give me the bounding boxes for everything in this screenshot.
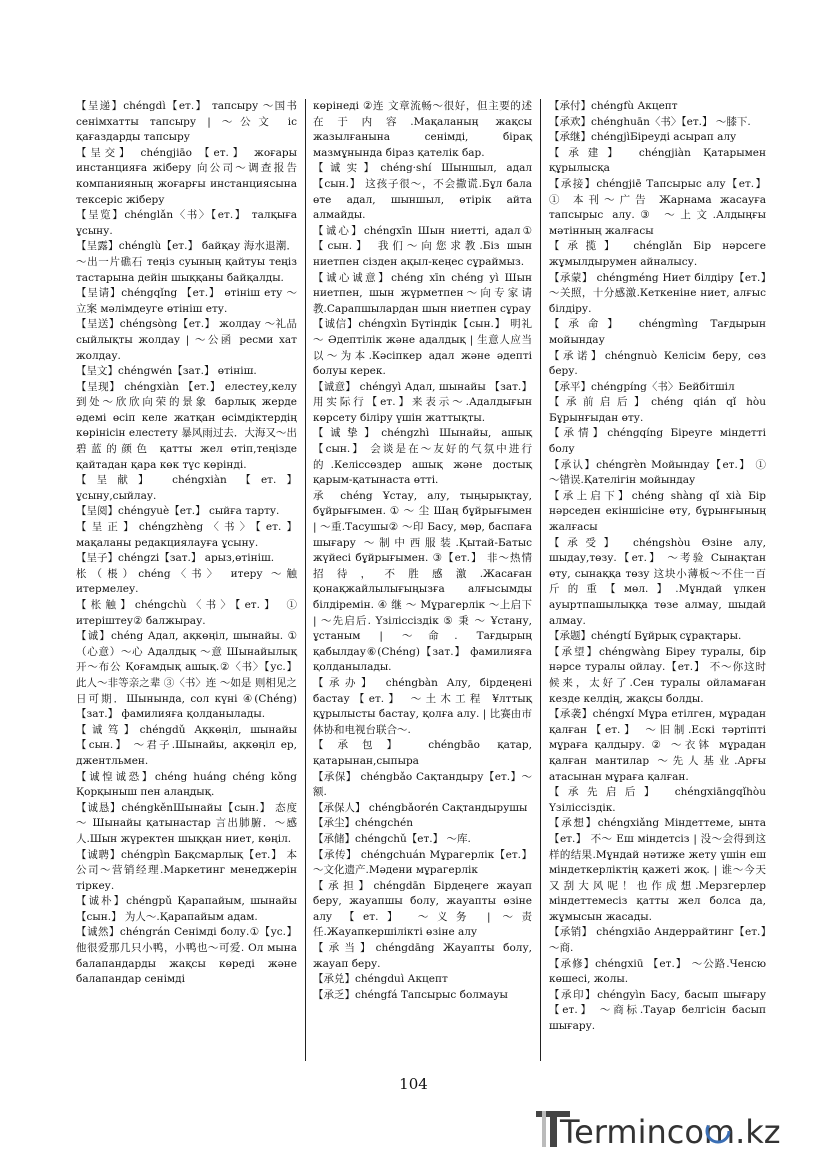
dictionary-entry: 【承情】chéngqíng Біреуге міндетті болу bbox=[549, 427, 766, 456]
dictionary-entry: 【呈阅】chéngyuè【ет.】 сыйға тарту. bbox=[76, 505, 280, 518]
dictionary-column-2 bbox=[313, 99, 532, 1003]
dictionary-entry: 【呈现】 chéngxiàn 【ет.】 елестеу,келу 到处～欣欣向荣的景象 барлық жерде әдемі өсіп келе жатқан өсімдіктердің көрінісін елестету 暴风雨过去．大海又～出碧蓝的颜色 қатты жел өтіп,теңізде қайтадан қара көк түс көрінді. bbox=[76, 380, 297, 471]
dictionary-entry: 【承兑】chéngduì Акцепт bbox=[313, 973, 448, 986]
dictionary-entry: 【诚意】 chéngyì Адал, шынайы 【зат.】 用实际行【ет.】来表示～.Адалдығын көрсету біліру үшін жаттықты. bbox=[313, 380, 532, 424]
dictionary-entry: 【呈送】chéngsòng【ет.】 жолдау ～礼品 сыйлықты жолдау | ～公函 ресми хат жолдау. bbox=[76, 318, 297, 362]
dictionary-entry: 【呈文】chéngwén【зат.】 өтініш. bbox=[76, 365, 257, 378]
dictionary-entry: 【承储】chéngchǔ【ет.】 ～库. bbox=[313, 832, 471, 845]
dictionary-entry: 【承印】chéngyìn Басу, басып шығару【ет.】 ～商标.Тауар белгісін басып шығару. bbox=[549, 988, 766, 1033]
dictionary-entry: 【呈交】 chéngjiāo 【ет.】 жоғары инстанцияға жіберу 向公司～调查报告 компанияның жоғарғы инстанциясына тексеріс жіберу bbox=[76, 146, 297, 206]
dictionary-entry: 【承乏】chéngfá Тапсырыс болмауы bbox=[313, 988, 508, 1001]
dictionary-entry: 【承接】chéngjiē Тапсырыс алу【ет.】 ① 本刊～广告 Жарнама жасауға тапсырыс алу.③ ～上文.Алдыңғы мәтінның жалғасы bbox=[549, 177, 766, 237]
dictionary-entry: 【诚然】chéngrán Сенімді болу.①【ус.】 他很爱那几只小鸭，小鸭也～可爱. Ол мына балапандарды жақсы көреді және балапандар сенімді bbox=[76, 926, 297, 986]
page-number: 104 bbox=[399, 1075, 428, 1093]
dictionary-entry: 承 chéng Ұстау, алу, тыңырықтау, бұйрығымен. ① ～ 尘 Шаң бұйрығымен | ～重.Тасушы② ～印 Басу, мөр, баспаға шығару ～制中西服装.Қытай-Батыс жүйесі бұйрығымен. ③【ет.】 非～热情招待，不胜感激.Жасаған қонақжайлылығыңызға алғысымды білдіремін. ④ 继 ～ Мұрагерлік ～上启下 | ～先启后. Үзіліссіздік ⑤ 秉 ～ Ұстану, ұстаным | ～命. Тағдырың қабылдау⑥(Chéng)【зат.】 фамилияға қолданылады. bbox=[313, 489, 532, 674]
dictionary-entry: 【承建】 chéngjiàn Қатарымен құрылысқа bbox=[549, 146, 766, 175]
termincom-logo[interactable] bbox=[528, 1105, 788, 1153]
dictionary-entry: 【诚挚】chéngzhì Шынайы, ашық【сын.】 会谈是在～友好的气氛中进行的.Келіссөздер ашық және достық қарым-қатынаста өтті. bbox=[313, 427, 532, 487]
logo-wordmark-domain: .kz bbox=[735, 1113, 781, 1151]
dictionary-entry: 【承当】chéngdāng Жауапты болу, жауап беру. bbox=[313, 942, 532, 970]
dictionary-entry: 【承受】 chéngshòu Өзіне алу, шыдау,төзу.【ет.】 ～考验 Сынақтан өту, сынаққа төзу 这块小薄板～不住一百斤的重【мөл.】.Мұндай үлкен ауыртпашылыққа төзе алмау, шыдай алмау. bbox=[549, 536, 766, 627]
dictionary-entry: 【承欢】chénghuān〈书〉【ет.】 ～膝下. bbox=[549, 115, 751, 128]
dictionary-entry: 【呈献】 chéngxiàn 【ет.】 ұсыну,сыйлау. bbox=[76, 474, 297, 502]
dictionary-entry: 【承蒙】 chéngméng Ниет білдіру【ет.】～关照，十分感激.Кеткеніне ниет, алғыс білдіру. bbox=[549, 271, 766, 315]
dictionary-entry: 【承修】chéngxiū 【ет.】 ～公路.Ченсю көшесі, жолы. bbox=[549, 957, 766, 986]
dictionary-entry: 【诚聘】chéngpìn Бақсмарлық【ет.】 本公司～营销经理.Маркетинг менеджерін тіркеу. bbox=[76, 848, 297, 892]
column-divider-left bbox=[305, 99, 306, 1061]
dictionary-entry: 【承想】chéngxiǎng Міндеттеме, ынта【ет.】 不～ Еш міндетсіз | 没～会得到这样的结果.Мұндай нәтиже жету үшін еш міндеткерліктің қажеті жоқ. | 谁～今天又刮大风呢！也作成想.Мерзгерлер міндеттемесіз қатты жел болса да, жұмысын жасады. bbox=[549, 817, 766, 923]
dictionary-entry: 【诚朴】chéngpǔ Қарапайым, шынайы【сын.】 为人～.Қарапайым адам. bbox=[76, 895, 297, 923]
dictionary-entry: 【枨触】chéngchù〈书〉【ет.】 ① итеріштеу② балжырау. bbox=[76, 599, 297, 627]
dictionary-entry: 【承传】 chéngchuán Мұрагерлік【ет.】 ～文化遗产.Мәдени мұрагерлік bbox=[313, 848, 532, 877]
dictionary-entry: 【承前启后】chéng qián qǐ hòu Бұрынғыдан өту. bbox=[549, 396, 766, 424]
dictionary-entry: 【诚心】chéngxīn Шын ниетті, адал①【сын.】 我们～向您求教.Біз шын ниетпен сізден ақыл-кеңес сұраймыз. bbox=[313, 224, 532, 268]
dictionary-entry: 【诚实】chéng·shí Шыншыл, адал【сын.】 这孩子很～，不会撒谎.Бұл бала өте адал, шыншыл, өтірік айта алмайды. bbox=[313, 162, 532, 222]
dictionary-entry: 【承题】chéngtí Бұйрық сұрақтары. bbox=[549, 630, 742, 643]
dictionary-column-3 bbox=[549, 99, 766, 1035]
dictionary-entry: 【承上启下】chéng shàng qǐ xià Бір нәрседен екіншісіне өту, бұрынғының жалғасы bbox=[549, 489, 766, 534]
dictionary-entry: 【承担】chéngdān Бірдеңеге жауап беру, жауапшы болу, жауапты өзіне алу 【ет.】 ～义务 | ～责任.Жауапкершілікті өзіне алу bbox=[313, 879, 532, 939]
dictionary-entry: 【承诺】chéngnuò Келісім беру, сөз беру. bbox=[549, 349, 766, 378]
dictionary-entry: 【承销】 chéngxiāo Андеррайтинг【ет.】～商. bbox=[549, 926, 766, 955]
dictionary-entry: 【呈子】chéngzi【зат.】 арыз,өтініш. bbox=[76, 552, 275, 565]
dictionary-entry: 【承平】chéngpíng〈书〉Бейбітшіл bbox=[549, 380, 735, 393]
dictionary-entry: 【呈请】chéngqǐng 【ет.】 өтініш ету ～立案 мәлімдеуге өтініш ету. bbox=[76, 287, 297, 315]
dictionary-entry: 【承保】 chéngbǎo Сақтандыру【ет.】～额. bbox=[313, 770, 532, 799]
dictionary-entry: 【呈览】chénglǎn〈书〉【ет.】 талқыға ұсыну. bbox=[76, 209, 297, 237]
dictionary-entry: 【承揽】 chénglǎn Бір нәрсеге жұмылдырумен айналысу. bbox=[549, 240, 766, 268]
dictionary-entry: 【诚信】chéngxìn Бүтіндік【сын.】 明礼～ Әдептілік және адалдық | 生意人应当以～为本.Кәсіпкер адал және әдепті болуы керек. bbox=[313, 318, 532, 378]
dictionary-entry: 【承袭】chéngxí Мұра етілген, мұрадан қалған【ет.】 ～旧制.Ескі тәртіпті мұраға қалдыру. ② ～衣钵 мұрадан қалған мантилар ～先人基业.Арғы атасынан мұраға қалған. bbox=[549, 708, 766, 783]
dictionary-column-1 bbox=[76, 99, 297, 988]
dictionary-entry: 【呈递】chéngdì【ет.】 тапсыру ～国书 сенімхатты тапсыру | ～公文 іс қағаздарды тапсыру bbox=[76, 100, 297, 144]
dictionary-entry: көрінеді ②连 文章流畅～很好，但主要的述在于内容.Мақаланың жақсы жазылғанына сенімді, бірақ мазмұнында біраз қателік бар. bbox=[313, 100, 532, 159]
dictionary-entry: 【诚心诚意】chéng xīn chéng yì Шын ниетпен, шын жүрметпен～向专家请教.Сарапшылардан шын ниетпен сұрау bbox=[313, 271, 532, 315]
dictionary-entry: 【承命】 chéngmìng Тағдырын мойындау bbox=[549, 318, 766, 346]
dictionary-entry: 枨（棖）chéng〈书〉 итеру ～触 итермелеу. bbox=[76, 567, 297, 596]
dictionary-entry: 【承望】chéngwàng Біреу туралы, бір нәрсе туралы ойлау.【ет.】 不～你这时候来，太好了.Сен туралы ойламаған кезде келдің, жақсы болды. bbox=[549, 645, 766, 705]
logo-wordmark-main: Termincom bbox=[560, 1113, 736, 1151]
dictionary-entry: 【承办】 chéngbàn Алу, бірдеңені бастау【ет.】 ～土木工程 ¥лттық құрылысты бастау, қолға алу. | 比赛由市体协和电视台联合～. bbox=[313, 676, 532, 736]
dictionary-entry: 【诚笃】chéngdǔ Ақкөңіл, шынайы【сын.】 ～君子.Шынайы, ақкөңіл ер, джентльмен. bbox=[76, 723, 297, 767]
dictionary-entry: 【承包】 chéngbāo қатар, қатарынан,сыпыра bbox=[313, 739, 532, 767]
dictionary-entry: 【呈露】chénglù【ет.】 байқау 海水退潮．～出一片礁石 теңіз суының қайтуы теңіз тастарына дейін шыққаны байқалды. bbox=[76, 240, 297, 284]
dictionary-entry: 【呈正】chéngzhèng〈书〉【ет.】 мақаланы редакциялауға ұсыну. bbox=[76, 521, 297, 549]
dictionary-entry: 【诚】chéng Адал, ақкөңіл, шынайы. ①（心意）～心 Адалдық ～意 Шынайылық 开～布公 Қоғамдық ашық.②〈书〉【ус.】 此人～非等亲之辈 ③〈书〉连 ～如是 则相见之日可期．Шынында, сол күні ④(Chéng)【зат.】 фамилияға қолданылады. bbox=[76, 630, 297, 721]
dictionary-entry: 【承尘】chéngchén bbox=[313, 817, 413, 830]
dictionary-entry: 【承认】chéngrèn Мойындау【ет.】 ① ～错误.Қателігін мойындау bbox=[549, 458, 766, 487]
dictionary-entry: 【承先启后】 chéngxiāngqǐhòu Үзіліссіздік. bbox=[549, 786, 766, 814]
dictionary-entry: 【诚惶诚恐】chéng huáng chéng kǒng Қорқыныш пен алаңдық. bbox=[76, 770, 297, 799]
dictionary-entry: 【承继】chéngjìБіреуді асырап алу bbox=[549, 131, 737, 144]
dictionary-entry: 【承付】chéngfù Акцепт bbox=[549, 100, 678, 112]
dictionary-entry: 【承保人】 chéngbǎorén Сақтандырушы bbox=[313, 801, 528, 814]
logo-wordmark bbox=[559, 1113, 781, 1151]
column-divider-right bbox=[540, 99, 541, 1061]
dictionary-entry: 【诚恳】chéngkěnШынайы【сын.】 态度～ Шынайы қатынастар 言出肺腑．～感人.Шын жүректен шыққан ниет, көңіл. bbox=[76, 801, 297, 845]
